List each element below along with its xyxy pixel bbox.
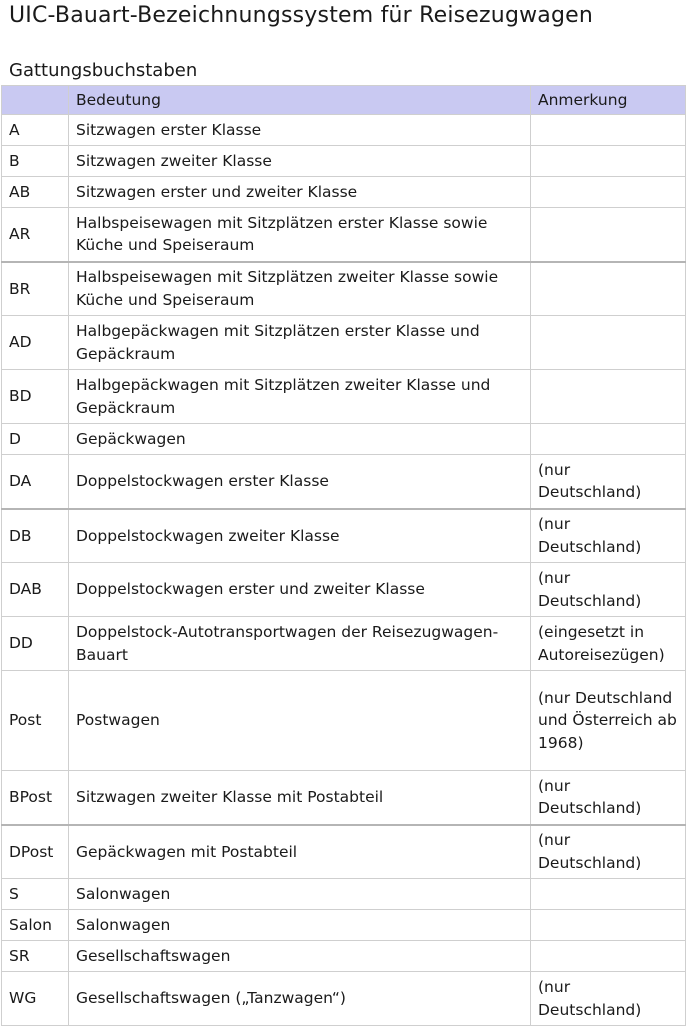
- note-cell: (eingesetzt in Autoreisezügen): [531, 617, 686, 671]
- table-row: [2, 617, 686, 671]
- meaning-cell: Halbgepäckwagen mit Sitzplätzen erster Klasse und Gepäckraum: [69, 316, 531, 370]
- meaning-cell: Sitzwagen zweiter Klasse: [69, 146, 531, 177]
- note-cell: (nur Deutschland und Österreich ab 1968): [531, 671, 686, 771]
- code-cell: S: [2, 879, 69, 910]
- meaning-cell: Gepäckwagen mit Postabteil: [69, 825, 531, 879]
- note-cell: [531, 177, 686, 208]
- table-row: [2, 771, 686, 825]
- note-cell: [531, 370, 686, 424]
- code-cell: BR: [2, 262, 69, 316]
- table-row: [2, 316, 686, 370]
- code-cell: B: [2, 146, 69, 177]
- note-cell: [531, 941, 686, 972]
- note-cell: [531, 316, 686, 370]
- meaning-cell: Halbgepäckwagen mit Sitzplätzen zweiter Klasse und Gepäckraum: [69, 370, 531, 424]
- meaning-cell: Doppelstockwagen zweiter Klasse: [69, 509, 531, 563]
- codes-table: [1, 85, 686, 1026]
- table-row: [2, 671, 686, 771]
- header-note: Anmerkung: [531, 86, 686, 115]
- code-cell: SR: [2, 941, 69, 972]
- table-row: [2, 424, 686, 455]
- header-code: [2, 86, 69, 115]
- table-row: [2, 208, 686, 262]
- table-body: [2, 115, 686, 1026]
- note-cell: [531, 208, 686, 262]
- meaning-cell: Gesellschaftswagen: [69, 941, 531, 972]
- code-cell: D: [2, 424, 69, 455]
- code-cell: AR: [2, 208, 69, 262]
- code-cell: DD: [2, 617, 69, 671]
- code-cell: AB: [2, 177, 69, 208]
- table-row: [2, 879, 686, 910]
- code-cell: Post: [2, 671, 69, 771]
- table-row: [2, 177, 686, 208]
- header-row: [2, 86, 686, 115]
- code-cell: A: [2, 115, 69, 146]
- note-cell: (nur Deutschland): [531, 455, 686, 509]
- code-cell: BPost: [2, 771, 69, 825]
- table-row: [2, 910, 686, 941]
- meaning-cell: Doppelstock-Autotransportwagen der Reisezugwagen-Bauart: [69, 617, 531, 671]
- meaning-cell: Halbspeisewagen mit Sitzplätzen zweiter Klasse sowie Küche und Speiseraum: [69, 262, 531, 316]
- note-cell: [531, 115, 686, 146]
- page-title: UIC-Bauart-Bezeichnungssystem für Reisezugwagen: [9, 3, 594, 28]
- note-cell: [531, 146, 686, 177]
- table-row: [2, 262, 686, 316]
- table-row: [2, 972, 686, 1026]
- header-meaning: Bedeutung: [69, 86, 531, 115]
- meaning-cell: Doppelstockwagen erster und zweiter Klasse: [69, 563, 531, 617]
- table-header: [2, 86, 686, 115]
- meaning-cell: Sitzwagen erster und zweiter Klasse: [69, 177, 531, 208]
- note-cell: [531, 424, 686, 455]
- note-cell: (nur Deutschland): [531, 509, 686, 563]
- code-cell: DPost: [2, 825, 69, 879]
- table-row: [2, 941, 686, 972]
- code-cell: AD: [2, 316, 69, 370]
- table-row: [2, 146, 686, 177]
- meaning-cell: Salonwagen: [69, 910, 531, 941]
- note-cell: (nur Deutschland): [531, 972, 686, 1026]
- table-row: [2, 563, 686, 617]
- table-row: [2, 115, 686, 146]
- code-cell: WG: [2, 972, 69, 1026]
- table-row: [2, 370, 686, 424]
- meaning-cell: Gepäckwagen: [69, 424, 531, 455]
- meaning-cell: Sitzwagen erster Klasse: [69, 115, 531, 146]
- code-cell: Salon: [2, 910, 69, 941]
- section-title: Gattungsbuchstaben: [9, 60, 198, 81]
- table-row: [2, 509, 686, 563]
- note-cell: (nur Deutschland): [531, 563, 686, 617]
- note-cell: [531, 879, 686, 910]
- note-cell: (nur Deutschland): [531, 825, 686, 879]
- meaning-cell: Sitzwagen zweiter Klasse mit Postabteil: [69, 771, 531, 825]
- table-row: [2, 825, 686, 879]
- meaning-cell: Halbspeisewagen mit Sitzplätzen erster Klasse sowie Küche und Speiseraum: [69, 208, 531, 262]
- code-cell: DB: [2, 509, 69, 563]
- table-row: [2, 455, 686, 509]
- meaning-cell: Doppelstockwagen erster Klasse: [69, 455, 531, 509]
- code-cell: BD: [2, 370, 69, 424]
- meaning-cell: Gesellschaftswagen („Tanzwagen“): [69, 972, 531, 1026]
- code-cell: DAB: [2, 563, 69, 617]
- note-cell: [531, 910, 686, 941]
- note-cell: (nur Deutschland): [531, 771, 686, 825]
- meaning-cell: Salonwagen: [69, 879, 531, 910]
- note-cell: [531, 262, 686, 316]
- code-cell: DA: [2, 455, 69, 509]
- meaning-cell: Postwagen: [69, 671, 531, 771]
